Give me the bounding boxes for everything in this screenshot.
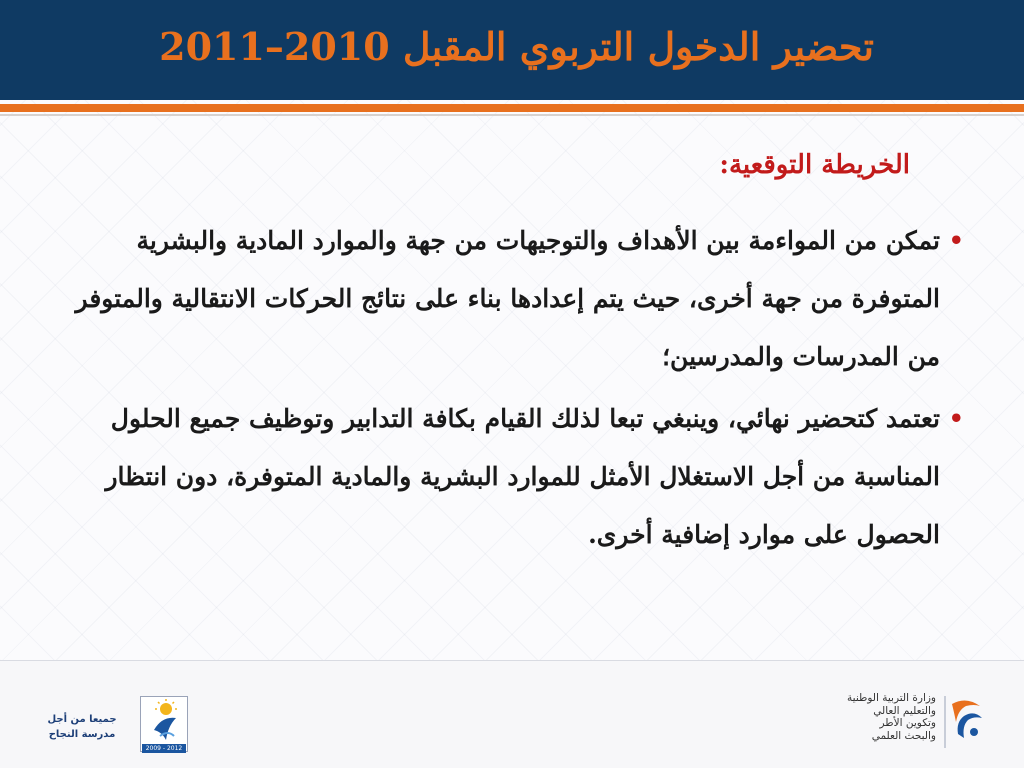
bullet-list xyxy=(70,212,970,564)
footer-slogan-line: جميعا من أجل xyxy=(47,714,117,725)
header-accent-stripe xyxy=(0,104,1024,112)
slide-content xyxy=(70,150,970,568)
section-subtitle: الخريطة التوقعية: xyxy=(719,150,910,180)
slide-title: تحضير الدخول التربوي المقبل 2010–2011 xyxy=(159,24,874,69)
footer-year-badge: 2009 - 2012 xyxy=(142,744,186,753)
ministry-emblem-icon xyxy=(944,694,988,750)
bullet-item xyxy=(70,212,970,386)
footer-divider xyxy=(0,660,1024,661)
footer-slogan-line: مدرسة النجاح xyxy=(48,729,116,740)
bullet-item xyxy=(70,390,970,564)
footer-slogan xyxy=(30,712,134,742)
bullet-icon: • xyxy=(948,226,964,255)
bullet-text: تمكن من المواءمة بين الأهداف والتوجيهات من جهة والموارد المادية والبشرية المتوفرة من جهة أخرى، حيث يتم إعدادها بناء على نتائج الحركات الانتقالية والمتوفر من المدرسات والمدرسين؛ xyxy=(75,226,940,371)
ministry-name xyxy=(748,692,936,742)
header-divider xyxy=(0,114,1024,116)
ministry-line: والبحث العلمي xyxy=(871,729,936,742)
bullet-text: تعتمد كتحضير نهائي، وينبغي تبعا لذلك القيام بكافة التدابير وتوظيف جميع الحلول المناسبة من أجل الاستغلال الأمثل للموارد البشرية والمادية المتوفرة، دون انتظار الحصول على موارد إضافية أخرى. xyxy=(105,404,940,549)
bullet-icon: • xyxy=(948,404,964,433)
ministry-line: وزارة التربية الوطنية xyxy=(847,692,936,704)
ministry-line: والتعليم العالي xyxy=(873,704,936,717)
ministry-line: وتكوين الأطر xyxy=(879,717,936,729)
header-bar xyxy=(0,0,1024,100)
